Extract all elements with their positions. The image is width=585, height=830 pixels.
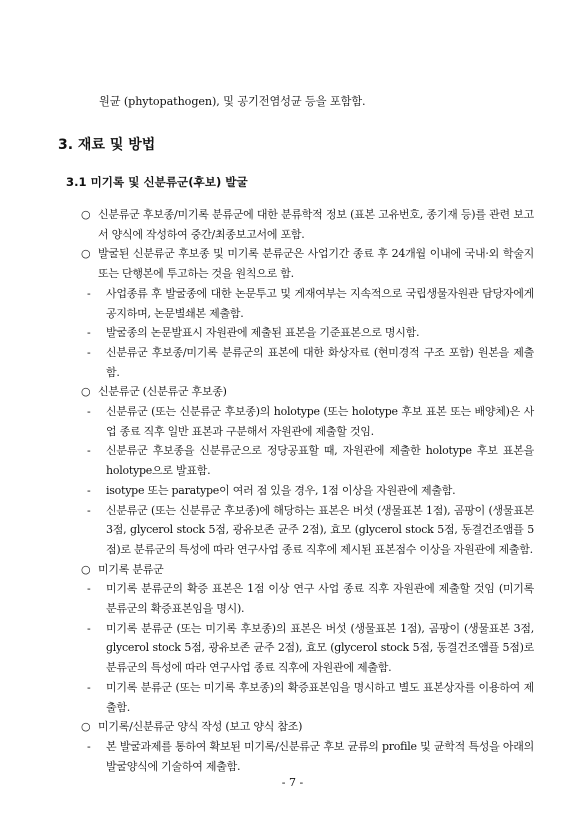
list-item-text: 신분류군 (신분류군 후보종) <box>98 385 227 399</box>
list-item <box>78 343 534 382</box>
circle-bullet-icon: ○ <box>81 720 91 734</box>
list-item <box>78 441 534 480</box>
list-item-text: 미기록 분류군 (또는 미기록 후보종)의 표본은 버섯 (생물표본 1점), 곰팡이 (생물표본 3점, glycerol stock 5점, 광유보존 균주 2점), 효모 (glycerol stock 5점, 동결건조앰플 5점)로 분류군의 특성에 따라 연구사업 종료 직후에 자원관에 제출함. <box>106 621 534 675</box>
dash-bullet: - <box>87 503 91 517</box>
dash-bullet: - <box>87 582 91 596</box>
list-item-text: 발굴된 신분류군 후보종 및 미기록 분류군은 사업기간 종료 후 24개월 이내에 국내·외 학술지 또는 단행본에 투고하는 것을 원칙으로 함. <box>98 247 534 281</box>
circle-bullet-icon: ○ <box>81 208 91 221</box>
list-item <box>78 481 534 501</box>
dash-bullet: - <box>87 621 91 635</box>
list-item-text: 신분류군 (또는 신분류군 후보종)의 holotype (또는 holotype 후보 표본 또는 배양체)은 사업 종료 직후 일반 표본과 구분해서 자원관에 제출할 것임. <box>106 405 534 438</box>
list-item <box>78 737 534 776</box>
list-item-text: 신분류군 (또는 신분류군 후보종)에 해당하는 표본은 버섯 (생물표본 1점), 곰팡이 (생물표본 3점, glycerol stock 5점, 광유보존 균주 2점), 효모 (glycerol stock 5점, 동결건조앰플 5점)로 분류군의 특성에 따라 연구사업 종료 직후에 제시된 표본점수 이상을 자원관에 제출함. <box>106 503 534 556</box>
subsection-heading: 3.1 미기록 및 신분류군(후보) 발굴 <box>66 175 248 189</box>
dash-bullet: - <box>87 405 91 419</box>
list-item-text: 사업종류 후 발굴종에 대한 논문투고 및 게재여부는 지속적으로 국립생물자원관 담당자에게 공지하며, 논문별쇄본 제출함. <box>106 286 534 320</box>
section-heading: 3. 재료 및 방법 <box>58 137 156 153</box>
dash-bullet: - <box>87 680 91 694</box>
list-item <box>78 501 534 560</box>
list-item <box>78 619 534 678</box>
intro-text: 원균 (phytopathogen), 및 공기전염성균 등을 포함함. <box>99 95 366 108</box>
list-item <box>78 560 534 580</box>
list-item-text: 신분류군 후보종을 신분류군으로 정당공표할 때, 자원관에 제출한 holotype 후보 표본을 holotype으로 발표함. <box>106 444 534 478</box>
list-item-text: 신분류군 후보종/미기록 분류군의 표본에 대한 화상자료 (현미경적 구조 포함) 원본을 제출함. <box>106 345 534 379</box>
dash-bullet: - <box>87 483 91 497</box>
list-item <box>78 717 534 737</box>
list-item-text: 미기록 분류군의 확증 표본은 1점 이상 연구 사업 종료 직후 자원관에 제출할 것임 (미기록 분류군의 확증표본임을 명시). <box>106 582 534 616</box>
list-item <box>78 323 534 343</box>
list-item <box>78 382 534 402</box>
circle-bullet-icon: ○ <box>81 385 91 399</box>
list-item-text: isotype 또는 paratype이 여러 점 있을 경우, 1점 이상을 자원관에 제출함. <box>106 483 456 497</box>
dash-bullet: - <box>87 286 91 300</box>
list-item-text: 미기록/신분류군 양식 작성 (보고 양식 참조) <box>98 720 303 734</box>
list-item <box>78 402 534 441</box>
dash-bullet: - <box>87 739 91 753</box>
circle-bullet-icon: ○ <box>81 247 91 261</box>
list-item <box>78 678 534 717</box>
list-item <box>78 205 534 244</box>
list-item <box>78 579 534 618</box>
page-number: - 7 - <box>281 776 304 789</box>
list-item <box>78 244 534 283</box>
list-item <box>78 284 534 323</box>
body-list <box>78 205 534 776</box>
dash-bullet: - <box>87 326 91 340</box>
list-item-text: 발굴종의 논문발표시 자원관에 제출된 표본을 기준표본으로 명시함. <box>106 326 420 340</box>
list-item-text: 신분류군 후보종/미기록 분류군에 대한 분류학적 정보 (표본 고유번호, 종기재 등)를 관련 보고서 양식에 작성하여 중간/최종보고서에 포함. <box>98 208 534 241</box>
list-item-text: 본 발굴과제를 통하여 확보된 미기록/신분류군 후보 균류의 profile 및 균학적 특성을 아래의 발굴양식에 기술하여 제출함. <box>106 739 534 773</box>
dash-bullet: - <box>87 444 91 458</box>
dash-bullet: - <box>87 345 91 359</box>
list-item-text: 미기록 분류군 <box>98 562 164 576</box>
circle-bullet-icon: ○ <box>81 562 91 576</box>
list-item-text: 미기록 분류군 (또는 미기록 후보종)의 확증표본임을 명시하고 별도 표본상자를 이용하여 제출함. <box>106 680 534 714</box>
